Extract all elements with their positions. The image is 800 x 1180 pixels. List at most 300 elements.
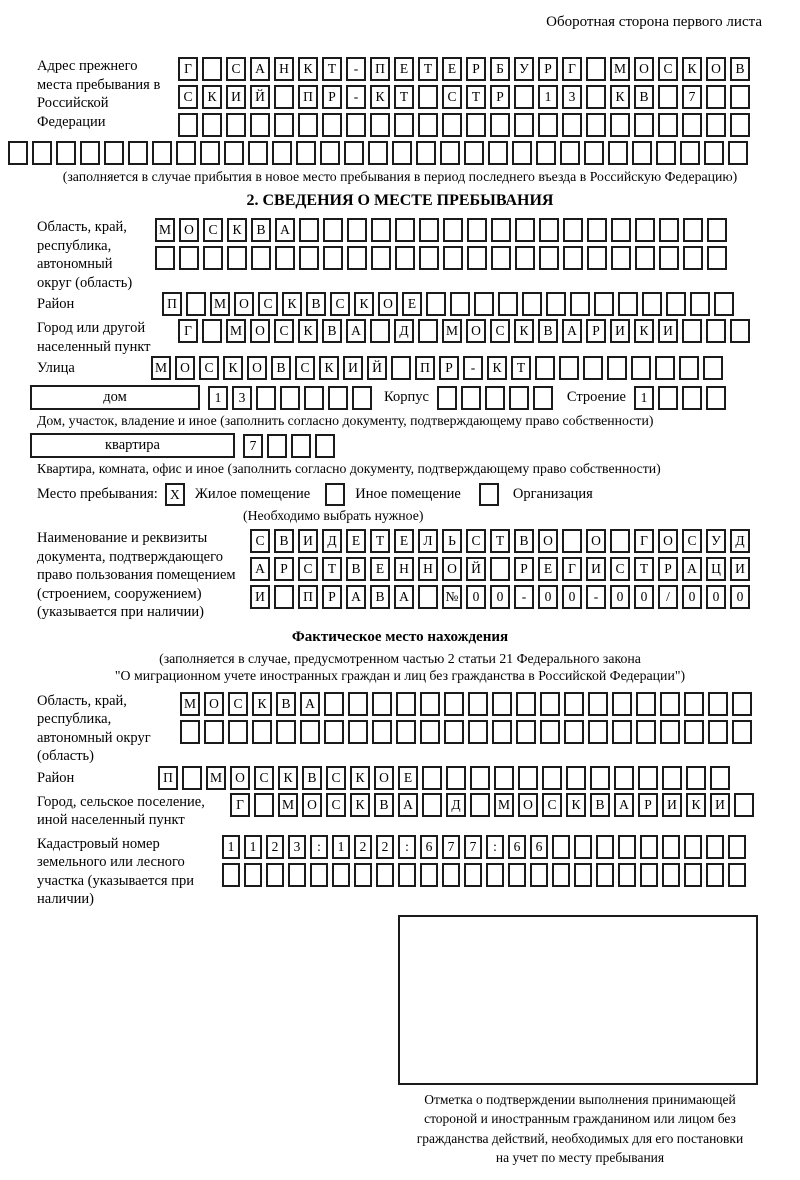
char-cell [418,585,438,609]
char-cell: О [175,356,195,380]
char-row [180,692,752,716]
char-cell [251,246,271,270]
char-cell: А [250,57,270,81]
char-row [158,766,730,790]
char-cell [611,246,631,270]
char-cell [611,218,631,242]
char-cell [562,529,582,553]
char-cell: 0 [634,585,654,609]
char-cell [509,386,529,410]
char-cell [612,692,632,716]
char-cell: 6 [530,835,548,859]
char-cell [562,113,582,137]
char-cell: С [203,218,223,242]
char-cell: П [158,766,178,790]
char-cell: К [202,85,222,109]
char-cell [152,141,172,165]
char-cell [266,863,284,887]
street-block [0,356,800,380]
char-cell: О [442,557,462,581]
char-cell: О [466,319,486,343]
char-cell: В [514,529,534,553]
ownership-document-rows [250,529,750,609]
char-cell: 0 [610,585,630,609]
char-cell: К [682,57,702,81]
char-cell: Г [562,557,582,581]
char-cell: В [590,793,610,817]
char-cell: К [350,766,370,790]
char-cell: Й [367,356,387,380]
char-cell [490,557,510,581]
char-cell: Т [370,529,390,553]
char-cell: : [486,835,504,859]
char-cell [391,356,411,380]
house-box-label: дом [30,385,200,410]
char-cell [202,319,222,343]
char-cell: О [179,218,199,242]
char-cell [612,720,632,744]
char-cell: О [706,57,726,81]
char-cell: К [686,793,706,817]
char-cell [563,218,583,242]
char-cell: М [278,793,298,817]
char-cell [182,766,202,790]
char-cell: Н [274,57,294,81]
char-cell [371,218,391,242]
char-cell: Ц [706,557,726,581]
char-row [178,113,750,137]
stay-type-note: (Необходимо выбрать нужное) [243,508,424,523]
char-cell: О [204,692,224,716]
house-caption: Дом, участок, владение и иное (заполнить согласно документу, подтверждающему право собственности) [37,413,654,428]
char-cell: С [250,529,270,553]
char-cell [442,113,462,137]
char-cell [632,141,652,165]
char-cell [631,356,651,380]
char-cell [686,766,706,790]
char-cell [730,113,750,137]
char-cell: С [326,793,346,817]
char-cell: В [302,766,322,790]
char-cell: Р [466,57,486,81]
char-cell: П [162,292,182,316]
char-row [178,57,750,81]
char-cell [443,246,463,270]
char-cell [376,863,394,887]
char-cell: С [228,692,248,716]
char-cell [344,141,364,165]
char-cell [347,246,367,270]
char-row [250,529,750,553]
char-cell [372,692,392,716]
char-cell [660,720,680,744]
actual-location-caption-line2: "О миграционном учете иностранных граждан и лиц без гражданства в Российской Федерации") [114,667,686,683]
char-cell [354,863,372,887]
char-cell: П [298,585,318,609]
char-cell [590,766,610,790]
char-cell: 2 [354,835,372,859]
char-cell: - [463,356,483,380]
char-cell: И [298,529,318,553]
char-cell: Р [658,557,678,581]
char-cell: Н [418,557,438,581]
char-cell [291,434,311,458]
char-cell [732,692,752,716]
char-cell: В [271,356,291,380]
char-cell: Ь [442,529,462,553]
cadastral-rows [222,835,746,887]
char-cell [322,113,342,137]
char-cell [666,292,686,316]
char-cell [540,692,560,716]
char-cell: Т [322,557,342,581]
char-cell [706,85,726,109]
char-cell [332,863,350,887]
char-cell: С [542,793,562,817]
char-cell [437,386,457,410]
char-cell [584,141,604,165]
char-cell [690,292,710,316]
char-cell [179,246,199,270]
char-cell [224,141,244,165]
char-cell [714,292,734,316]
ownership-document-block [0,529,800,622]
char-cell [371,246,391,270]
char-cell [618,863,636,887]
char-cell: К [227,218,247,242]
char-cell [514,85,534,109]
char-cell: О [658,529,678,553]
char-row [151,356,723,380]
char-cell [464,863,482,887]
char-cell [682,113,702,137]
char-cell: О [634,57,654,81]
stamp-caption [390,1090,770,1168]
char-row [178,85,750,109]
char-cell [594,292,614,316]
char-cell [298,113,318,137]
char-cell: М [226,319,246,343]
char-cell [204,720,224,744]
char-cell: Й [466,557,486,581]
char-cell: : [398,835,416,859]
char-cell [370,319,390,343]
char-cell [323,218,343,242]
stay-type-checkbox-residential: X [165,483,185,506]
previous-address-caption: (заполняется в случае прибытия в новое место пребывания в период последнего въезда в Российскую Федерацию) [62,169,738,184]
char-cell: Т [394,85,414,109]
char-cell [254,793,274,817]
stay-type-label: Место пребывания: [37,486,158,502]
char-cell [492,720,512,744]
stamp-caption-line: Отметка о подтверждении выполнения принимающей [424,1091,736,1107]
char-cell [155,246,175,270]
char-row [155,246,727,270]
char-cell: А [275,218,295,242]
char-cell: А [398,793,418,817]
char-cell [470,793,490,817]
char-cell: К [282,292,302,316]
char-cell [395,246,415,270]
char-cell: В [370,585,390,609]
char-cell [276,720,296,744]
char-cell [450,292,470,316]
char-cell: 1 [332,835,350,859]
char-cell: К [252,692,272,716]
house-number-cells [208,386,372,410]
char-cell [178,113,198,137]
region-rows [155,218,727,270]
char-cell [596,863,614,887]
char-cell [564,720,584,744]
char-cell [274,113,294,137]
confirmation-stamp-box [398,915,758,1085]
char-cell [635,218,655,242]
char-cell [614,766,634,790]
char-cell: И [250,585,270,609]
char-cell [734,793,754,817]
char-cell [470,766,490,790]
actual-region-rows [180,692,752,744]
char-cell: 1 [244,835,262,859]
stamp-caption-line: на учет по месту пребывания [495,1150,665,1165]
char-cell [494,766,514,790]
char-cell: С [178,85,198,109]
char-cell: Е [394,529,414,553]
char-cell [288,863,306,887]
char-cell: 1 [538,85,558,109]
char-cell [491,218,511,242]
char-cell [274,85,294,109]
char-cell [610,113,630,137]
char-cell: Т [511,356,531,380]
char-cell [728,863,746,887]
char-cell: - [346,85,366,109]
apartment-number-cells [243,434,335,458]
char-cell: В [251,218,271,242]
stay-type-option-organization-label: Организация [512,486,593,502]
char-cell [466,113,486,137]
char-cell: П [298,85,318,109]
char-cell [228,720,248,744]
char-cell: К [223,356,243,380]
char-cell [710,766,730,790]
char-cell [512,141,532,165]
char-cell [324,692,344,716]
char-cell [535,356,555,380]
char-cell [618,835,636,859]
char-cell: - [586,585,606,609]
char-cell: В [634,85,654,109]
char-cell: О [538,529,558,553]
cadastral-block [0,835,800,909]
char-cell: С [658,57,678,81]
char-cell [588,692,608,716]
char-cell [420,692,440,716]
actual-city-block [0,793,800,830]
char-cell [522,292,542,316]
char-cell: О [247,356,267,380]
char-cell [461,386,481,410]
stamp-caption-line: стороной и иностранным гражданином или лицом без [424,1111,736,1126]
char-cell [608,141,628,165]
char-cell: М [442,319,462,343]
char-cell [250,113,270,137]
char-cell: С [326,766,346,790]
char-cell [394,113,414,137]
district-label: Район [37,296,75,312]
char-cell [536,141,556,165]
char-cell [636,692,656,716]
char-cell [636,720,656,744]
char-cell: С [298,557,318,581]
char-cell [658,113,678,137]
char-cell [533,386,553,410]
char-cell: В [346,557,366,581]
char-cell: Р [638,793,658,817]
char-cell: Е [398,766,418,790]
char-cell [542,766,562,790]
char-cell [180,720,200,744]
char-cell [684,835,702,859]
district-block [0,292,800,316]
char-cell: А [300,692,320,716]
char-row [250,585,750,609]
actual-region-block [0,692,800,766]
char-cell [662,766,682,790]
char-cell [586,113,606,137]
char-cell [464,141,484,165]
char-cell: - [346,57,366,81]
char-cell: Т [322,57,342,81]
stamp-caption-line: гражданства действий, необходимых для его постановки [416,1130,744,1146]
char-cell: В [274,529,294,553]
char-cell [658,386,678,410]
char-cell [574,835,592,859]
char-cell [586,57,606,81]
char-cell [683,218,703,242]
char-cell: И [226,85,246,109]
char-cell [660,692,680,716]
header-note: Оборотная сторона первого листа [546,14,762,30]
char-cell [372,720,392,744]
previous-address-overflow-row [8,141,800,165]
char-cell: С [226,57,246,81]
char-cell [662,863,680,887]
char-cell [104,141,124,165]
char-cell [560,141,580,165]
char-cell [552,835,570,859]
char-cell [416,141,436,165]
previous-address-rows [178,57,750,137]
char-cell [708,720,728,744]
char-cell: С [258,292,278,316]
char-cell [474,292,494,316]
char-cell [539,246,559,270]
char-cell [186,292,206,316]
char-cell [706,835,724,859]
char-cell: Р [490,85,510,109]
char-row [222,835,746,859]
char-cell: С [295,356,315,380]
char-cell: 0 [490,585,510,609]
char-cell: О [234,292,254,316]
char-cell: У [514,57,534,81]
char-cell [328,386,348,410]
char-row [250,557,750,581]
char-cell [659,246,679,270]
char-cell: С [490,319,510,343]
char-cell [272,141,292,165]
char-cell: Г [634,529,654,553]
char-cell [703,356,723,380]
ownership-document-label: Наименование и реквизиты документа, подтверждающего право пользования помещением (строением, сооружением) (указывается при наличии) [37,530,236,620]
char-cell [684,692,704,716]
char-cell: Е [370,557,390,581]
char-cell: Е [442,57,462,81]
char-cell [728,141,748,165]
char-cell: С [274,319,294,343]
char-cell [420,720,440,744]
char-cell [80,141,100,165]
char-cell: А [346,319,366,343]
char-cell [299,246,319,270]
char-cell [418,113,438,137]
char-cell [315,434,335,458]
char-cell [486,863,504,887]
char-cell: И [343,356,363,380]
char-cell [244,863,262,887]
previous-address-block [0,57,800,137]
char-cell: Р [322,585,342,609]
char-cell [352,386,372,410]
char-cell [706,113,726,137]
char-cell [300,720,320,744]
char-cell: Е [538,557,558,581]
char-cell: С [442,85,462,109]
char-cell: Р [439,356,459,380]
city-block [0,319,800,356]
cadastral-label: Кадастровый номер земельного или лесного участка (указывается при наличии) [37,835,194,907]
char-cell [684,863,702,887]
char-cell: М [180,692,200,716]
char-cell: К [514,319,534,343]
korpus-cells [437,386,553,410]
actual-location-title: Фактическое место нахождения [291,628,509,645]
stroenie-cells [634,386,726,410]
actual-city-label: Город, сельское поселение, иной населенный пункт [37,793,205,828]
char-cell: А [394,585,414,609]
char-cell: 0 [538,585,558,609]
char-cell [640,835,658,859]
char-cell: Т [634,557,654,581]
char-cell [324,720,344,744]
char-cell: Т [490,529,510,553]
char-cell: Р [586,319,606,343]
char-cell [538,113,558,137]
char-cell [642,292,662,316]
stay-type-option-residential-label: Жилое помещение [194,486,311,502]
char-cell [176,141,196,165]
char-cell [707,246,727,270]
char-cell [248,141,268,165]
char-cell [267,434,287,458]
char-cell [419,246,439,270]
char-cell: С [682,529,702,553]
char-cell [588,720,608,744]
char-cell: Е [346,529,366,553]
char-cell: К [487,356,507,380]
